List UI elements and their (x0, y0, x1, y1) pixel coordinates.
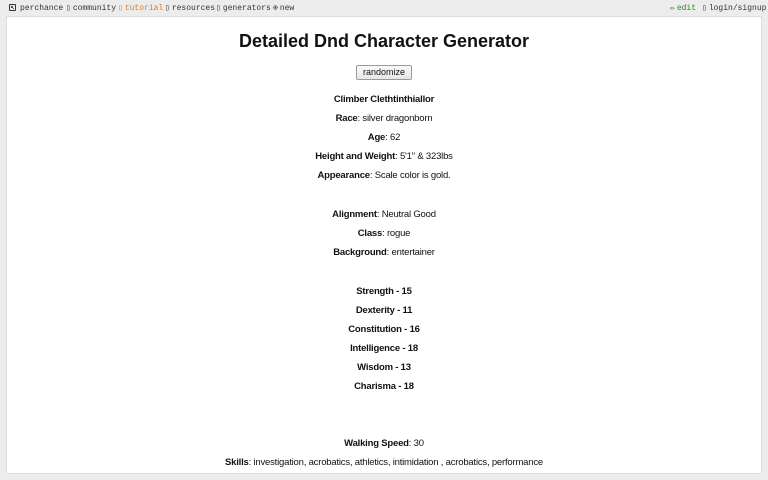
top-nav (0, 0, 768, 16)
height-weight-line: Height and Weight: 5'1" & 323lbs (315, 151, 453, 162)
appearance-line: Appearance: Scale color is gold. (317, 170, 451, 181)
nav-edit[interactable]: ✏ edit (670, 4, 697, 13)
stat-dexterity: Dexterity - 11 (355, 305, 413, 316)
generators-icon: ▯ (216, 4, 221, 13)
class-line: Class: rogue (357, 228, 411, 239)
stat-charisma: Charisma - 18 (354, 381, 414, 392)
user-icon: ▯ (702, 4, 707, 13)
pencil-icon: ✏ (670, 4, 675, 13)
tutorial-icon: ▯ (118, 4, 123, 13)
nav-resources[interactable]: ▯ resources (165, 4, 216, 13)
stat-constitution: Constitution - 16 (348, 324, 420, 335)
nav-new[interactable]: ⊕ new (273, 4, 295, 13)
generator-output-panel (6, 16, 762, 474)
race-line: Race: silver dragonborn (335, 113, 433, 124)
nav-community[interactable]: ▯ community (66, 4, 117, 13)
walking-speed-line: Walking Speed: 30 (344, 438, 424, 449)
resources-icon: ▯ (165, 4, 170, 13)
nav-login[interactable]: ▯ login/signup (702, 4, 767, 13)
plus-circle-icon: ⊕ (273, 4, 278, 13)
alignment-line: Alignment: Neutral Good (332, 209, 436, 220)
randomize-button[interactable]: randomize (356, 65, 412, 80)
character-name: Climber Clethtinthiallor (333, 94, 435, 105)
nav-tutorial[interactable]: ▯ tutorial (118, 4, 164, 13)
stat-strength: Strength - 15 (356, 286, 412, 297)
age-line: Age: 62 (367, 132, 401, 143)
page-title: Detailed Dnd Character Generator (238, 31, 530, 51)
dice-icon (9, 4, 16, 11)
stat-intelligence: Intelligence - 18 (350, 343, 418, 354)
stat-wisdom: Wisdom - 13 (357, 362, 411, 373)
nav-generators[interactable]: ▯ generators (216, 4, 271, 13)
background-line: Background: entertainer (333, 247, 435, 258)
nav-brand[interactable]: perchance (9, 3, 63, 14)
community-icon: ▯ (66, 4, 71, 13)
skills-line: Skills: investigation, acrobatics, athletics, intimidation , acrobatics, performance (225, 457, 543, 468)
